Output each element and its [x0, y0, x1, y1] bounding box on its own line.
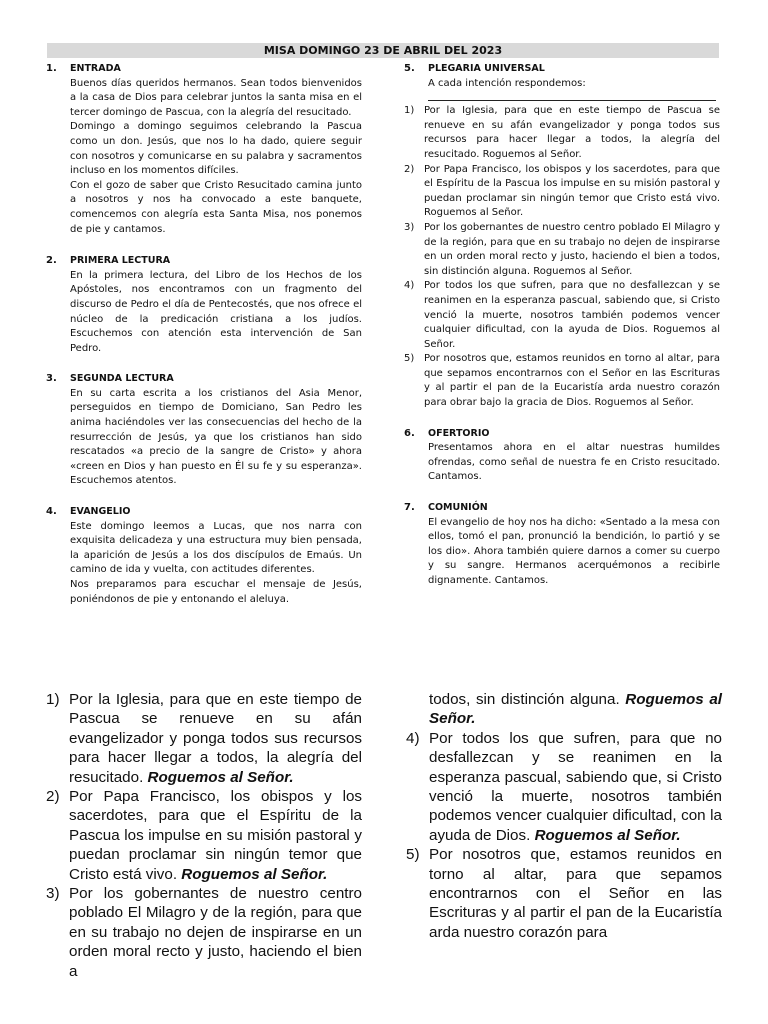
item-text: Por todos los que sufren, para que no desfallezcan y se reanimen en la esperanza pascual, sabiendo que, si Cristo venció la muerte, nosotros también podemos vencer cualquier dificultad, con la ayuda de Dios. [429, 729, 722, 844]
section-segunda-lectura [44, 372, 362, 489]
item-text: Por nosotros que, estamos reunidos en torno al altar, para que sepamos encontrarnos con el Señor en las Escrituras y al partir el pan de la Eucaristía arda nuestro corazón para [429, 846, 722, 941]
large-print-list [404, 729, 722, 942]
list-item [402, 163, 720, 221]
plegaria-list [402, 104, 720, 410]
section-number: 1. [46, 63, 57, 74]
page-title: MISA DOMINGO 23 DE ABRIL DEL 2023 [47, 43, 719, 58]
item-text: Por la Iglesia, para que en este tiempo de Pascua se renueve en su afán evangelizador y ponga todos sus recursos para hacer llegar a todos, la alegría del resucitado. [69, 691, 362, 786]
item-text: Por nosotros que, estamos reunidos en torno al altar, para que sepamos encontrarnos con el Señor en las Escrituras y al partir el pan de la Eucaristía arda nuestro corazón para obrar bajo la gracia de Dios. Roguemos al Señor. [424, 353, 720, 409]
section-evangelio [44, 505, 362, 607]
list-item [402, 221, 720, 279]
item-response: Roguemos al Señor. [181, 865, 328, 883]
item-response: Roguemos al Señor. [147, 768, 294, 786]
item-number: 3) [46, 885, 60, 903]
section-heading: PRIMERA LECTURA [70, 255, 171, 267]
section-plegaria-universal [402, 62, 720, 101]
list-item [402, 279, 720, 352]
large-print-list [44, 690, 362, 981]
item-text: Por la Iglesia, para que en este tiempo de Pascua se renueve en su afán evangelizador y ponga todos sus recursos para hacer llegar a todos, la alegría del resucitado. Roguemos al Señor. [424, 105, 720, 160]
paragraph: En la primera lectura, del Libro de los Hechos de los Apóstoles, nos encontramos con un fragmento del discurso de Pedro el día de Pentecostés, que nos ofrece el núcleo de la predicación cristiana a los judíos. Escuchemos con atención esta intervención de San Pedro. [70, 269, 362, 354]
paragraph: El evangelio de hoy nos ha dicho: «Sentado a la mesa con ellos, tomó el pan, pronunció la bendición, lo partió y se los dio». Ahora también quiere darnos a comer su cuerpo y su sangre. Hermanos acerquémonos a recibirle dignamente. Cantamos. [428, 516, 720, 586]
item-number: 5) [404, 353, 415, 365]
item-number: 2) [46, 788, 60, 806]
section-primera-lectura [44, 254, 362, 356]
paragraph: Buenos días queridos hermanos. Sean todos bienvenidos a la casa de Dios para celebrar juntos la santa misa en el tercer domingo de Pascua, con la alegría del resucitado. [70, 77, 362, 118]
section-heading: SEGUNDA LECTURA [70, 373, 174, 385]
item-number: 3) [404, 221, 415, 233]
list-item [402, 352, 720, 410]
item-text: todos, sin distinción alguna. [429, 691, 620, 708]
list-item [404, 729, 722, 845]
bottom-left-column [44, 690, 362, 981]
section-comunion [402, 501, 720, 589]
section-number: 5. [404, 63, 415, 74]
bottom-right-column [404, 690, 722, 942]
left-column [44, 62, 362, 607]
item-number: 1) [404, 105, 415, 117]
section-number: 3. [46, 373, 57, 385]
section-heading: EVANGELIO [70, 506, 131, 518]
item-text: Por Papa Francisco, los obispos y los sacerdotes, para que el Espíritu de la Pascua los impulse en su misión pastoral y puedan proclamar sin ningún temor que Cristo está vivo. Roguemos al Señor. [424, 163, 720, 219]
paragraph: En su carta escrita a los cristianos del Asia Menor, perseguidos en tiempo de Domiciano, San Pedro les anima haciéndoles ver las consecuencias del hecho de la resurrección de Jesús, ya que los cristianos han sido rescatados «a precio de la sangre de Cristo» y ahora «creen en Dios y han puesto en Él su fe y su esperanza». Escuchemos atentos. [70, 387, 362, 487]
section-heading: ENTRADA [70, 63, 121, 74]
section-ofertorio [402, 427, 720, 485]
section-entrada [44, 62, 362, 237]
section-number: 2. [46, 255, 57, 267]
list-item [44, 690, 362, 787]
continued-text [404, 690, 722, 729]
list-item [404, 845, 722, 942]
plegaria-intro: A cada intención respondemos: [428, 77, 586, 89]
section-number: 7. [404, 502, 415, 514]
list-item [44, 884, 362, 981]
paragraph: Presentamos ahora en el altar nuestras humildes ofrendas, como señal de nuestra fe en Cristo resucitado. Cantamos. [428, 442, 720, 483]
paragraph: Nos preparamos para escuchar el mensaje de Jesús, poniéndonos de pie y entonando el aleluya. [70, 579, 362, 605]
item-number: 4) [406, 729, 420, 747]
paragraph: Domingo a domingo seguimos celebrando la Pascua como un don. Jesús, que nos lo ha dado, quiere seguir con nosotros y comunicarse en su palabra y sacramentos incluso en los momentos difíciles. [70, 121, 362, 177]
list-item [44, 787, 362, 884]
item-number: 2) [404, 163, 415, 175]
right-column [402, 62, 720, 589]
section-number: 4. [46, 506, 57, 518]
item-number: 5) [406, 846, 420, 864]
paragraph: Con el gozo de saber que Cristo Resucitado camina junto a nosotros y nos ha convocado a este banquete, comencemos con alegría esta Santa Misa, nos ponemos de pie y cantamos. [70, 179, 362, 235]
item-response: Roguemos al Señor. [429, 691, 722, 728]
divider-line [428, 96, 716, 101]
item-text: Por los gobernantes de nuestro centro poblado El Milagro y de la región, para que en su trabajo no dejen de inspirarse en un orden moral recto y justo, haciendo el bien a todos, sin distinción alguna. Roguemos al Señor. [424, 221, 720, 277]
section-heading: COMUNIÓN [428, 502, 488, 514]
item-number: 1) [46, 691, 60, 708]
item-text: Por los gobernantes de nuestro centro poblado El Milagro y de la región, para que en su trabajo no dejen de inspirarse en un orden moral recto y justo, haciendo el bien a [69, 885, 362, 980]
section-heading: OFERTORIO [428, 427, 490, 439]
item-text: Por Papa Francisco, los obispos y los sacerdotes, para que el Espíritu de la Pascua los impulse en su misión pastoral y puedan proclamar sin ningún temor que Cristo está vivo. [69, 788, 362, 883]
item-response: Roguemos al Señor. [534, 826, 681, 844]
paragraph: Este domingo leemos a Lucas, que nos narra con exquisita delicadeza y una estructura muy bien pensada, la aparición de Jesús a los dos discípulos de Emaús. Un camino de ida y vuelta, con actitudes diferentes. [70, 520, 362, 576]
item-text: Por todos los que sufren, para que no desfallezcan y se reanimen en la esperanza pascual, sabiendo que, si Cristo venció la muerte, nosotros también podemos vencer cualquier dificultad, con la ayuda de Dios. Roguemos al Señor. [424, 280, 720, 350]
section-number: 6. [404, 427, 415, 439]
list-item [402, 104, 720, 162]
section-heading: PLEGARIA UNIVERSAL [428, 63, 545, 74]
item-number: 4) [404, 280, 415, 292]
